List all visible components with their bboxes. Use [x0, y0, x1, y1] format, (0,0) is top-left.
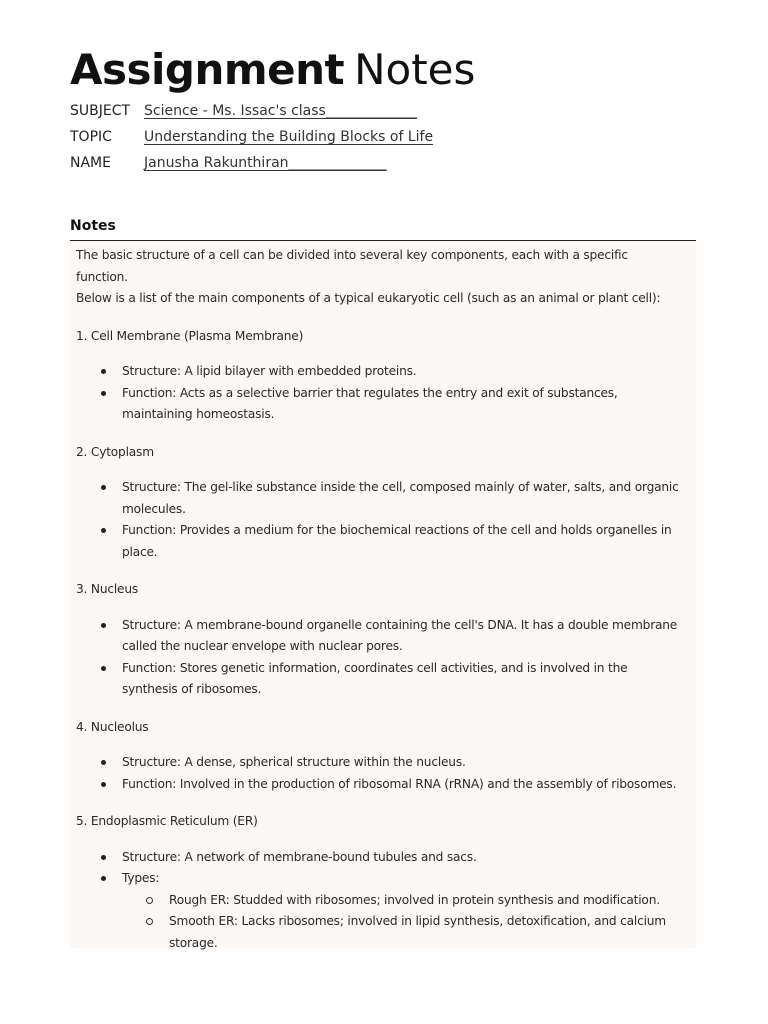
topic-value: Understanding the Building Blocks of Life: [144, 129, 434, 145]
sub-bullet-list: [122, 890, 681, 955]
bullet-list: [76, 361, 681, 426]
sub-bullet-item: Rough ER: Studded with ribosomes; involved in protein synthesis and modification.: [122, 890, 681, 912]
title-bold: Assignment: [70, 45, 345, 94]
types-label: Types:: [122, 871, 160, 885]
sub-bullet-item: Smooth ER: Lacks ribosomes; involved in lipid synthesis, detoxification, and calcium storage.: [122, 911, 681, 954]
notes-heading: Notes: [70, 218, 116, 234]
bullet-item: Function: Provides a medium for the biochemical reactions of the cell and holds organelles in place.: [76, 520, 681, 563]
bullet-item-types: [76, 868, 681, 954]
name-value: Janusha Rakunthiran______________: [144, 155, 387, 171]
bullet-item: Structure: A dense, spherical structure within the nucleus.: [76, 752, 681, 774]
intro-line-2: Below is a list of the main components of a typical eukaryotic cell (such as an animal or plant cell):: [76, 291, 661, 305]
bullet-list: [76, 752, 681, 795]
notes-box: [70, 241, 696, 948]
notes-body: [76, 245, 681, 954]
section-title: 1. Cell Membrane (Plasma Membrane): [76, 328, 304, 343]
bullet-list: [76, 615, 681, 701]
intro-line-1: The basic structure of a cell can be divided into several key components, each with a specific function.: [76, 248, 628, 284]
section-title: 3. Nucleus: [76, 582, 139, 596]
bullet-item: Function: Involved in the production of ribosomal RNA (rRNA) and the assembly of ribosomes.: [76, 774, 681, 796]
subject-row: [70, 100, 417, 122]
bullet-list: [76, 847, 681, 955]
name-label: NAME: [70, 155, 111, 171]
title-light: Notes: [354, 45, 476, 94]
bullet-item: Function: Stores genetic information, coordinates cell activities, and is involved in the synthesis of ribosomes.: [76, 658, 681, 701]
bullet-item: Function: Acts as a selective barrier that regulates the entry and exit of substances, maintaining homeostasis.: [76, 383, 681, 426]
section-title: 5. Endoplasmic Reticulum (ER): [76, 814, 258, 828]
bullet-item: Structure: A lipid bilayer with embedded proteins.: [76, 361, 681, 383]
topic-row: [70, 126, 433, 148]
bullet-item: Structure: The gel-like substance inside the cell, composed mainly of water, salts, and organic molecules.: [76, 477, 681, 520]
bullet-item: Structure: A network of membrane-bound tubules and sacs.: [76, 847, 681, 869]
name-row: [70, 152, 387, 174]
bullet-list: [76, 477, 681, 563]
topic-label: TOPIC: [70, 129, 112, 145]
subject-label: SUBJECT: [70, 103, 131, 119]
section-title: 2. Cytoplasm: [76, 444, 154, 459]
bullet-item: Structure: A membrane-bound organelle containing the cell's DNA. It has a double membrane called the nuclear envelope with nuclear pores.: [76, 615, 681, 658]
page-title: [70, 44, 475, 96]
subject-value: Science - Ms. Issac's class_____________: [144, 103, 417, 119]
section-title: 4. Nucleolus: [76, 719, 149, 734]
